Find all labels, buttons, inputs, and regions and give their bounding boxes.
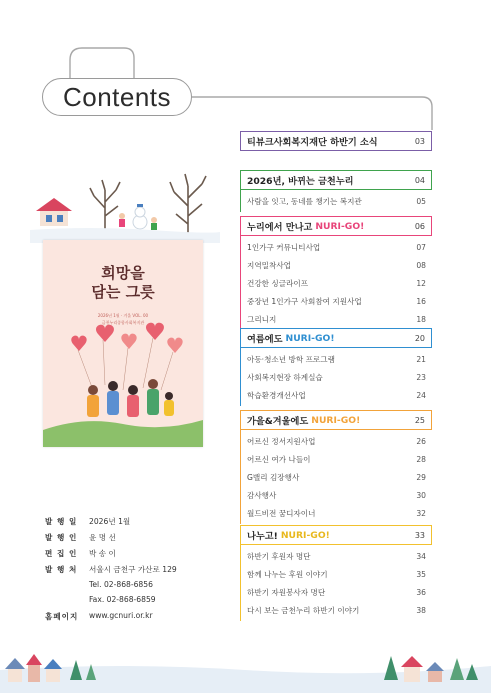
toc-section-title: 티뷰크사회복지재단 하반기 소식 [247, 137, 378, 148]
winter-scene-illustration [30, 168, 220, 243]
toc-item-page: 23 [416, 372, 426, 382]
toc-section-page: 06 [414, 221, 425, 231]
colophon-label [45, 580, 89, 589]
toc-item[interactable] [241, 547, 432, 565]
colophon-value: 박 송 이 [89, 549, 116, 558]
colophon-row [45, 580, 153, 589]
colophon-label [45, 595, 89, 604]
toc-item-page: 16 [416, 296, 426, 306]
toc-item[interactable] [241, 238, 432, 256]
toc-item-page: 08 [416, 260, 426, 270]
colophon-label: 발 행 인 [45, 533, 78, 542]
toc-section-accent: NURI-GO! [280, 529, 330, 541]
toc-item[interactable] [241, 486, 432, 504]
toc-item-page: 05 [416, 196, 426, 206]
toc-section-title: 나누고! [247, 531, 278, 542]
toc-item-label: 학습환경개선사업 [247, 390, 306, 400]
cover-subtitle-line2: 금천누리종합사회복지관 [101, 320, 145, 325]
toc-section [240, 216, 432, 330]
toc-item-label: 어르신 정서지원사업 [247, 436, 316, 446]
toc-item-label: 다시 보는 금천누리 하반기 이야기 [247, 605, 360, 615]
toc-section-title: 가을&겨울에도 [247, 416, 309, 427]
toc-item[interactable] [241, 192, 432, 210]
toc-item[interactable] [241, 432, 432, 450]
toc-section-heading[interactable] [240, 170, 432, 190]
toc-item[interactable] [241, 256, 432, 274]
toc-item-list [240, 190, 432, 212]
toc-item[interactable] [241, 601, 432, 619]
toc-section-title: 2026년, 바뀌는 금천누리 [247, 176, 354, 187]
toc-item-page: 38 [416, 605, 426, 615]
colophon-row [45, 564, 177, 575]
toc-item-page: 35 [416, 569, 426, 579]
toc-section-page: 33 [414, 530, 425, 540]
toc-item-label: 함께 나누는 후원 이야기 [247, 569, 328, 579]
toc-section [240, 328, 432, 406]
house-icon [36, 198, 72, 226]
toc-section-heading[interactable] [240, 410, 432, 430]
toc-item-page: 34 [416, 551, 426, 561]
toc-item-list [240, 236, 432, 330]
colophon-value: Fax. 02-868-6859 [89, 595, 156, 604]
toc-item[interactable] [241, 350, 432, 368]
toc-item-label: G밸리 김장행사 [247, 472, 300, 482]
colophon-value: 윤 명 선 [89, 533, 116, 542]
colophon-row [45, 595, 156, 604]
colophon-label: 홈페이지 [45, 612, 79, 621]
toc-section-heading[interactable] [240, 525, 432, 545]
toc-item-page: 32 [416, 508, 426, 518]
toc-item-page: 26 [416, 436, 426, 446]
colophon-value: 2026년 1월 [89, 517, 131, 526]
heart-balloon-icon [71, 323, 182, 353]
toc-item[interactable] [241, 565, 432, 583]
toc-item[interactable] [241, 504, 432, 522]
magazine-cover [43, 240, 203, 447]
toc-item[interactable] [241, 274, 432, 292]
toc-item-label: 사람을 잇고, 동네를 챙기는 복지관 [247, 196, 362, 206]
toc-item-label: 아동·청소년 방학 프로그램 [247, 354, 335, 364]
toc-item[interactable] [241, 583, 432, 601]
colophon-row [45, 611, 153, 622]
toc-item-page: 07 [416, 242, 426, 252]
toc-item-page: 21 [416, 354, 426, 364]
toc-item[interactable] [241, 368, 432, 386]
toc-item-page: 12 [416, 278, 426, 288]
toc-item-label: 중장년 1인가구 사회참여 지원사업 [247, 296, 362, 306]
toc-item-label: 하반기 후원자 명단 [247, 551, 311, 561]
toc-item-list [240, 545, 432, 621]
colophon-label: 발 행 처 [45, 565, 78, 574]
toc-item-label: 어르신 여가 나들이 [247, 454, 311, 464]
toc-section [240, 131, 432, 151]
toc-section-heading[interactable] [240, 328, 432, 348]
toc-section-page: 04 [414, 175, 425, 185]
toc-item-label: 지역밀착사업 [247, 260, 292, 270]
cover-title-line2: 담는 그릇 [91, 283, 155, 301]
cover-illustration [43, 240, 203, 447]
toc-section-page: 20 [414, 333, 425, 343]
toc-item-page: 28 [416, 454, 426, 464]
toc-section-title: 누리에서 만나고 [247, 222, 313, 233]
toc-item-page: 36 [416, 587, 426, 597]
toc-item-page: 30 [416, 490, 426, 500]
people-group-icon [87, 379, 174, 417]
header-connector-lines [0, 0, 491, 140]
toc-section [240, 525, 432, 621]
cover-title-line1: 희망을 [101, 264, 145, 282]
toc-item-page: 18 [416, 314, 426, 324]
toc-item-label: 1인가구 커뮤니티사업 [247, 242, 321, 252]
colophon-row [45, 516, 130, 527]
colophon-label: 편 집 인 [45, 549, 78, 558]
cover-subtitle-line1: 2026년 1월 · 겨울 VOL. 00 [97, 313, 149, 318]
colophon-row [45, 548, 116, 559]
colophon-value: Tel. 02-868-6856 [89, 580, 153, 589]
homepage-link[interactable]: www.gcnuri.or.kr [89, 611, 153, 620]
contents-title: Contents [42, 78, 192, 116]
toc-item[interactable] [241, 386, 432, 404]
toc-item[interactable] [241, 310, 432, 328]
colophon-value: 서울시 금천구 가산로 129 [89, 565, 177, 574]
toc-item-list [240, 348, 432, 406]
colophon-row [45, 532, 116, 543]
toc-section-accent: NURI-GO! [315, 220, 365, 232]
toc-section [240, 410, 432, 524]
toc-item-list [240, 430, 432, 524]
toc-item-label: 하반기 자원봉사자 명단 [247, 587, 326, 597]
toc-section-heading[interactable] [240, 216, 432, 236]
colophon-label: 발 행 일 [45, 517, 78, 526]
toc-section-page: 25 [414, 415, 425, 425]
pine-tree-icon [384, 656, 398, 680]
toc-item-label: 건강한 싱글라이프 [247, 278, 309, 288]
toc-item-page: 29 [416, 472, 426, 482]
toc-item-label: 그리니지 [247, 314, 277, 324]
bare-tree-icon [90, 174, 206, 233]
toc-item-label: 감사행사 [247, 490, 277, 500]
toc-item[interactable] [241, 292, 432, 310]
toc-item[interactable] [241, 450, 432, 468]
snowman-icon [133, 204, 147, 229]
toc-item[interactable] [241, 468, 432, 486]
snowy-village-illustration [0, 630, 491, 693]
toc-item-label: 월드비전 꿈디자이너 [247, 508, 316, 518]
toc-section-title: 여름에도 [247, 334, 283, 345]
toc-item-page: 24 [416, 390, 426, 400]
toc-section-heading[interactable] [240, 131, 432, 151]
toc-section-accent: NURI-GO! [285, 332, 335, 344]
toc-section [240, 170, 432, 212]
toc-section-accent: NURI-GO! [311, 414, 361, 426]
toc-section-page: 03 [414, 136, 425, 146]
toc-item-label: 사회복지현장 하계실습 [247, 372, 323, 382]
